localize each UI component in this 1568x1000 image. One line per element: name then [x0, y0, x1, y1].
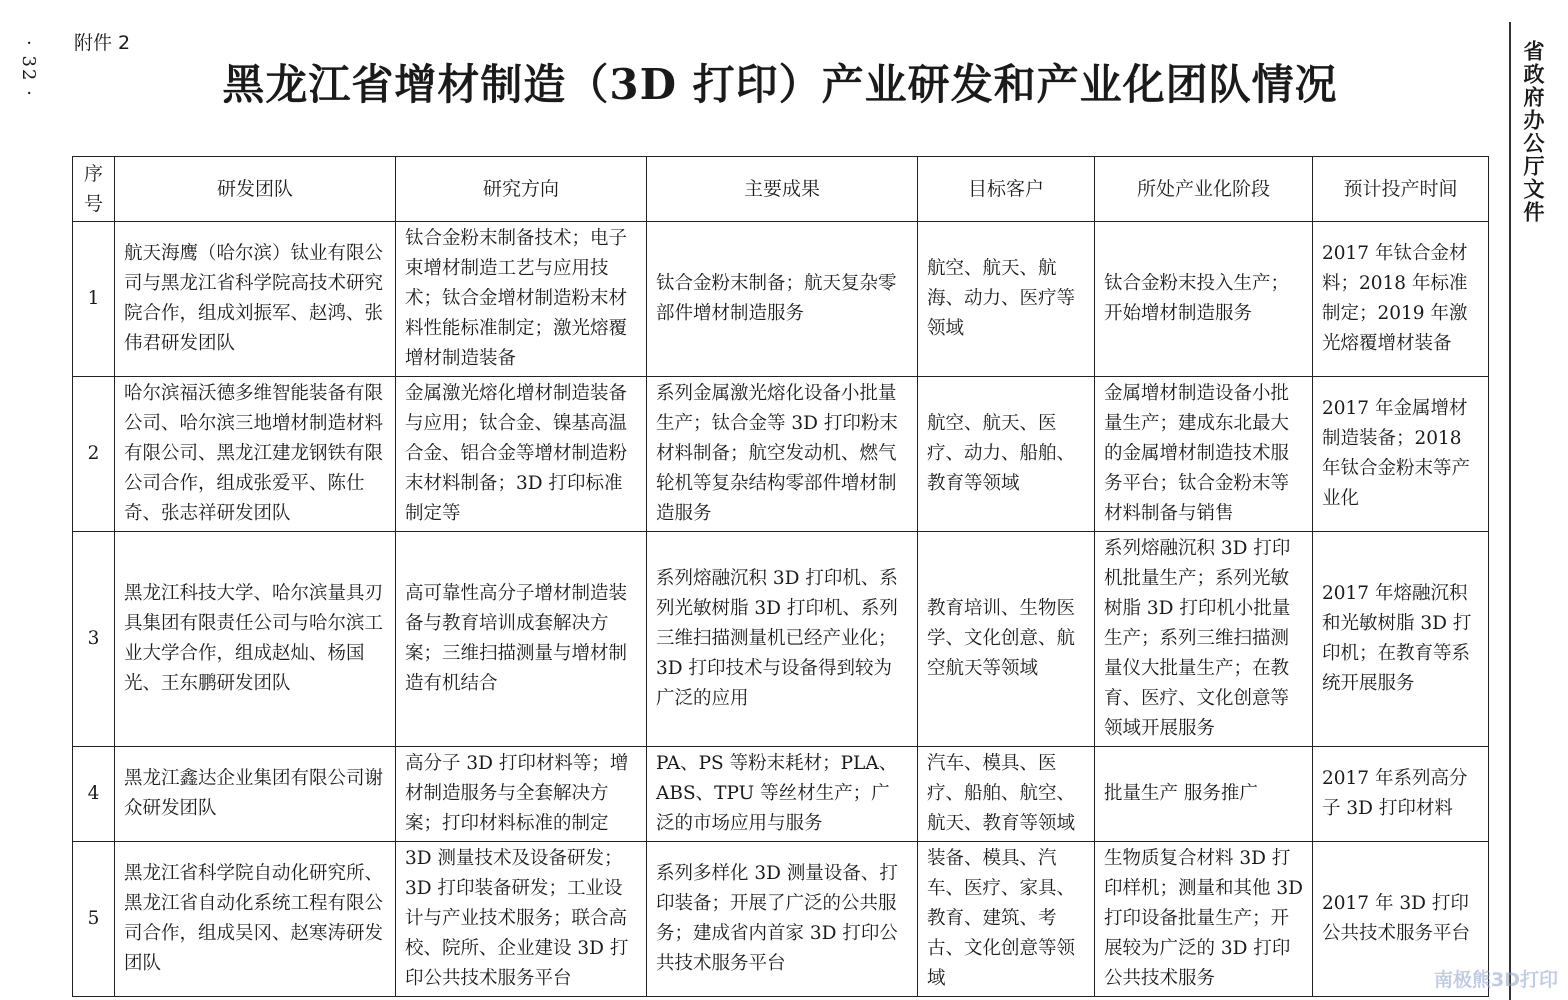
- team-cell: 黑龙江科技大学、哈尔滨量具刃具集团有限责任公司与哈尔滨工业大学合作，组成赵灿、杨国光、王东鹏研发团队: [115, 532, 396, 747]
- side-document-label: 省政府办公厅文件: [1521, 40, 1545, 224]
- stage-cell: 批量生产 服务推广: [1095, 747, 1313, 842]
- direction-cell: 金属激光熔化增材制造装备与应用；钛合金、镍基高温合金、铝合金等增材制造粉末材料制备；3D 打印标准制定等: [396, 377, 647, 532]
- customers-cell: 装备、模具、汽车、医疗、家具、教育、建筑、考古、文化创意等领域: [918, 842, 1095, 997]
- table-row: [73, 747, 1489, 842]
- results-cell: 系列多样化 3D 测量设备、打印装备；开展了广泛的公共服务；建成省内首家 3D 打印公共技术服务平台: [647, 842, 918, 997]
- header-cell: 所处产业化阶段: [1095, 157, 1313, 222]
- header-cell: 研究方向: [396, 157, 647, 222]
- timeline-cell: 2017 年系列高分子 3D 打印材料: [1313, 747, 1489, 842]
- timeline-cell: 2017 年钛合金材料；2018 年标准制定；2019 年激光熔覆增材装备: [1313, 222, 1489, 377]
- stage-cell: 系列熔融沉积 3D 打印机批量生产；系列光敏树脂 3D 打印机小批量生产；系列三维扫描测量仪大批量生产；在教育、医疗、文化创意等领域开展服务: [1095, 532, 1313, 747]
- direction-cell: 钛合金粉末制备技术；电子束增材制造工艺与应用技术；钛合金增材制造粉末材料性能标准制定；激光熔覆增材制造装备: [396, 222, 647, 377]
- header-cell: 目标客户: [918, 157, 1095, 222]
- team-table: [72, 156, 1489, 997]
- timeline-cell: 2017 年 3D 打印公共技术服务平台: [1313, 842, 1489, 997]
- row-number: 4: [73, 747, 115, 842]
- customers-cell: 航空、航天、航海、动力、医疗等领域: [918, 222, 1095, 377]
- team-cell: 黑龙江鑫达企业集团有限公司谢众研发团队: [115, 747, 396, 842]
- team-cell: 航天海鹰（哈尔滨）钛业有限公司与黑龙江省科学院高技术研究院合作，组成刘振军、赵鸿、张伟君研发团队: [115, 222, 396, 377]
- timeline-cell: 2017 年熔融沉积和光敏树脂 3D 打印机；在教育等系统开展服务: [1313, 532, 1489, 747]
- customers-cell: 汽车、模具、医疗、船舶、航空、航天、教育等领域: [918, 747, 1095, 842]
- customers-cell: 教育培训、生物医学、文化创意、航空航天等领域: [918, 532, 1095, 747]
- direction-cell: 高分子 3D 打印材料等；增材制造服务与全套解决方案；打印材料标准的制定: [396, 747, 647, 842]
- page-title: 黑龙江省增材制造（3D 打印）产业研发和产业化团队情况: [222, 60, 1338, 109]
- header-cell: 研发团队: [115, 157, 396, 222]
- team-cell: 黑龙江省科学院自动化研究所、黑龙江省自动化系统工程有限公司合作，组成吴冈、赵寒涛研发团队: [115, 842, 396, 997]
- results-cell: 系列金属激光熔化设备小批量生产；钛合金等 3D 打印粉末材料制备；航空发动机、燃气轮机等复杂结构零部件增材制造服务: [647, 377, 918, 532]
- attachment-label: 附件 2: [74, 32, 131, 54]
- row-number: 2: [73, 377, 115, 532]
- header-cell: 序号: [73, 157, 115, 222]
- table-row: [73, 532, 1489, 747]
- customers-cell: 航空、航天、医疗、动力、船舶、教育等领域: [918, 377, 1095, 532]
- team-cell: 哈尔滨福沃德多维智能装备有限公司、哈尔滨三地增材制造材料有限公司、黑龙江建龙钢铁有限公司合作，组成张爱平、陈仕奇、张志祥研发团队: [115, 377, 396, 532]
- header-cell: 主要成果: [647, 157, 918, 222]
- watermark: 南极熊3D打印: [1434, 969, 1558, 991]
- stage-cell: 金属增材制造设备小批量生产；建成东北最大的金属增材制造技术服务平台；钛合金粉末等材料制备与销售: [1095, 377, 1313, 532]
- table-row: [73, 842, 1489, 997]
- results-cell: 系列熔融沉积 3D 打印机、系列光敏树脂 3D 打印机、系列三维扫描测量机已经产业化；3D 打印技术与设备得到较为广泛的应用: [647, 532, 918, 747]
- timeline-cell: 2017 年金属增材制造装备；2018 年钛合金粉末等产业化: [1313, 377, 1489, 532]
- table-row: [73, 222, 1489, 377]
- stage-cell: 生物质复合材料 3D 打印样机；测量和其他 3D 打印设备批量生产；开展较为广泛的 3D 打印公共技术服务: [1095, 842, 1313, 997]
- stage-cell: 钛合金粉末投入生产；开始增材制造服务: [1095, 222, 1313, 377]
- direction-cell: 3D 测量技术及设备研发；3D 打印装备研发；工业设计与产业技术服务；联合高校、院所、企业建设 3D 打印公共技术服务平台: [396, 842, 647, 997]
- table-header-row: [73, 157, 1489, 222]
- row-number: 3: [73, 532, 115, 747]
- direction-cell: 高可靠性高分子增材制造装备与教育培训成套解决方案；三维扫描测量与增材制造有机结合: [396, 532, 647, 747]
- table-row: [73, 377, 1489, 532]
- margin-rule: [1509, 22, 1511, 1000]
- results-cell: PA、PS 等粉末耗材；PLA、ABS、TPU 等丝材生产；广泛的市场应用与服务: [647, 747, 918, 842]
- header-cell: 预计投产时间: [1313, 157, 1489, 222]
- row-number: 5: [73, 842, 115, 997]
- results-cell: 钛合金粉末制备；航天复杂零部件增材制造服务: [647, 222, 918, 377]
- page-number: · 32 ·: [18, 40, 39, 98]
- row-number: 1: [73, 222, 115, 377]
